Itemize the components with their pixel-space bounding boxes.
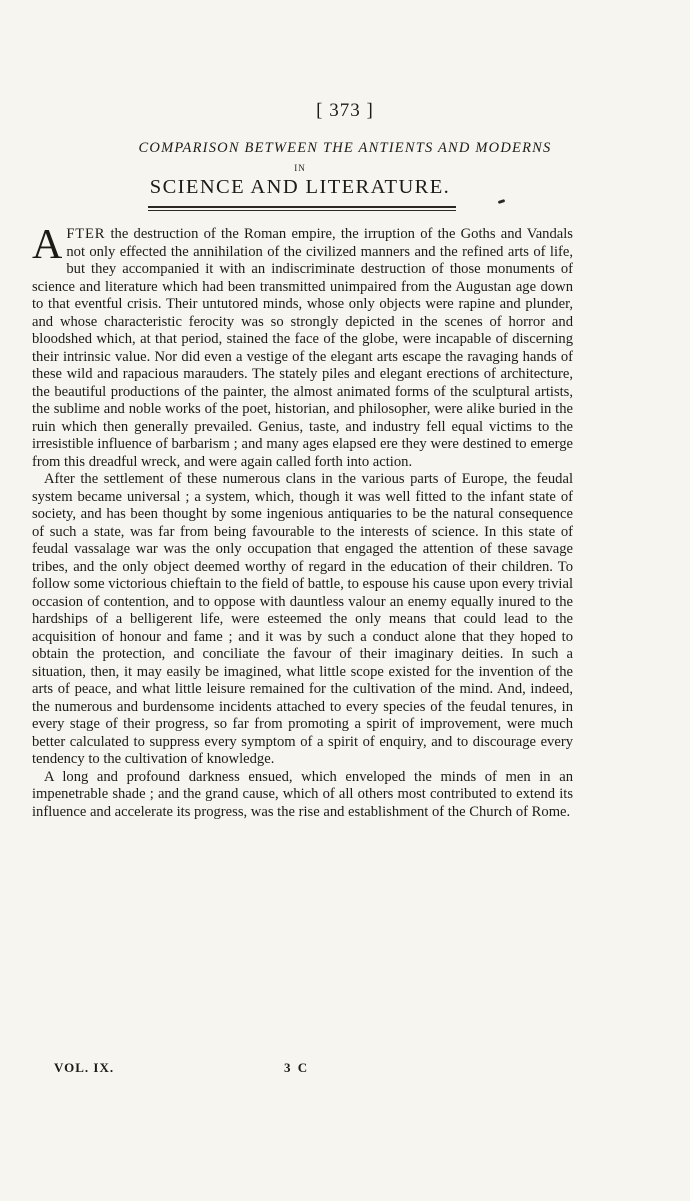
title-connector: IN: [294, 163, 306, 173]
title-line-1: COMPARISON BETWEEN THE ANTIENTS AND MODERNS: [138, 140, 552, 156]
volume-label: VOL. IX.: [54, 1060, 115, 1075]
paragraph-1: [32, 222, 573, 471]
title-double-rule: [148, 206, 456, 211]
signature-mark: 3 C: [284, 1060, 310, 1075]
article-body: [32, 222, 573, 821]
paragraph-2: After the settlement of these numerous clans in the various parts of Europe, the feudal system became universal ; a system, which, though it was well fitted to the infant state of society, and has been thought by some ingenious antiquaries to be the natural consequence of such a state, was far from being favourable to the interests of science. In this state of feudal vassalage war was the only occupation that engaged the attention of these savage tribes, and the only object deemed worthy of regard in the education of their children. To follow some victorious chieftain to the field of battle, to espouse his cause upon every trivial occasion of contention, and to oppose with dauntless valour an enemy equally inured to the hardships of a belligerent life, were esteemed the only means that could lead to the acquisition of honour and fame ; and it was by such a conduct alone that they hoped to obtain the protection, and conciliate the favour of their imaginary deities. In such a situation, then, it may easily be imagined, what little scope existed for the invention of the arts of peace, and what little leisure remained for the cultivation of the mind. And, indeed, the numerous and burdensome incidents attached to every species of the feudal tenures, in every stage of their progress, so far from promoting a spirit of improvement, were much better calculated to suppress every symptom of a spirit of enquiry, and to discourage every tendency to the cultivation of knowledge.: [32, 471, 573, 767]
ink-speck: [498, 199, 506, 204]
drop-cap: A: [32, 222, 63, 268]
paragraph-3: A long and profound darkness ensued, which enveloped the minds of men in an impenetrable shade ; and the grand cause, which of all others most contributed to extend its influence and accelerate its progress, was the rise and establishment of the Church of Rome.: [32, 768, 573, 820]
lead-word: FTER: [66, 226, 106, 242]
title-line-2: SCIENCE AND LITERATURE.: [149, 176, 451, 198]
page-number: [ 373 ]: [316, 100, 374, 121]
paragraph-1-text: the destruction of the Roman empire, the irruption of the Goths and Vandals not only effected the annihilation of the civilized manners and the refined arts of life, but they accompanied it with an indiscriminate destruction of those monuments of science and literature which had been transmitted unimpaired from the Augustan age down to that eventful crisis. Their untutored minds, whose only objects were rapine and plunder, and whose characteristic ferocity was so strongly depicted in the scenes of horror and bloodshed which, at that period, stained the face of the globe, were incapable of discerning their intrinsic value. Nor did even a vestige of the elegant arts escape the ravaging hands of these wild and rapacious marauders. The stately piles and elegant erections of architecture, the beautiful productions of the painter, the almost animated forms of the sculptural artists, the sublime and noble works of the poet, historian, and philosopher, were alike buried in the ruin which then generally prevailed. Genius, taste, and industry fell equal victims to the irresistible influence of barbarism ; and many ages elapsed ere they were destined to emerge from this dreadful wreck, and were again called forth into action.: [32, 226, 573, 470]
